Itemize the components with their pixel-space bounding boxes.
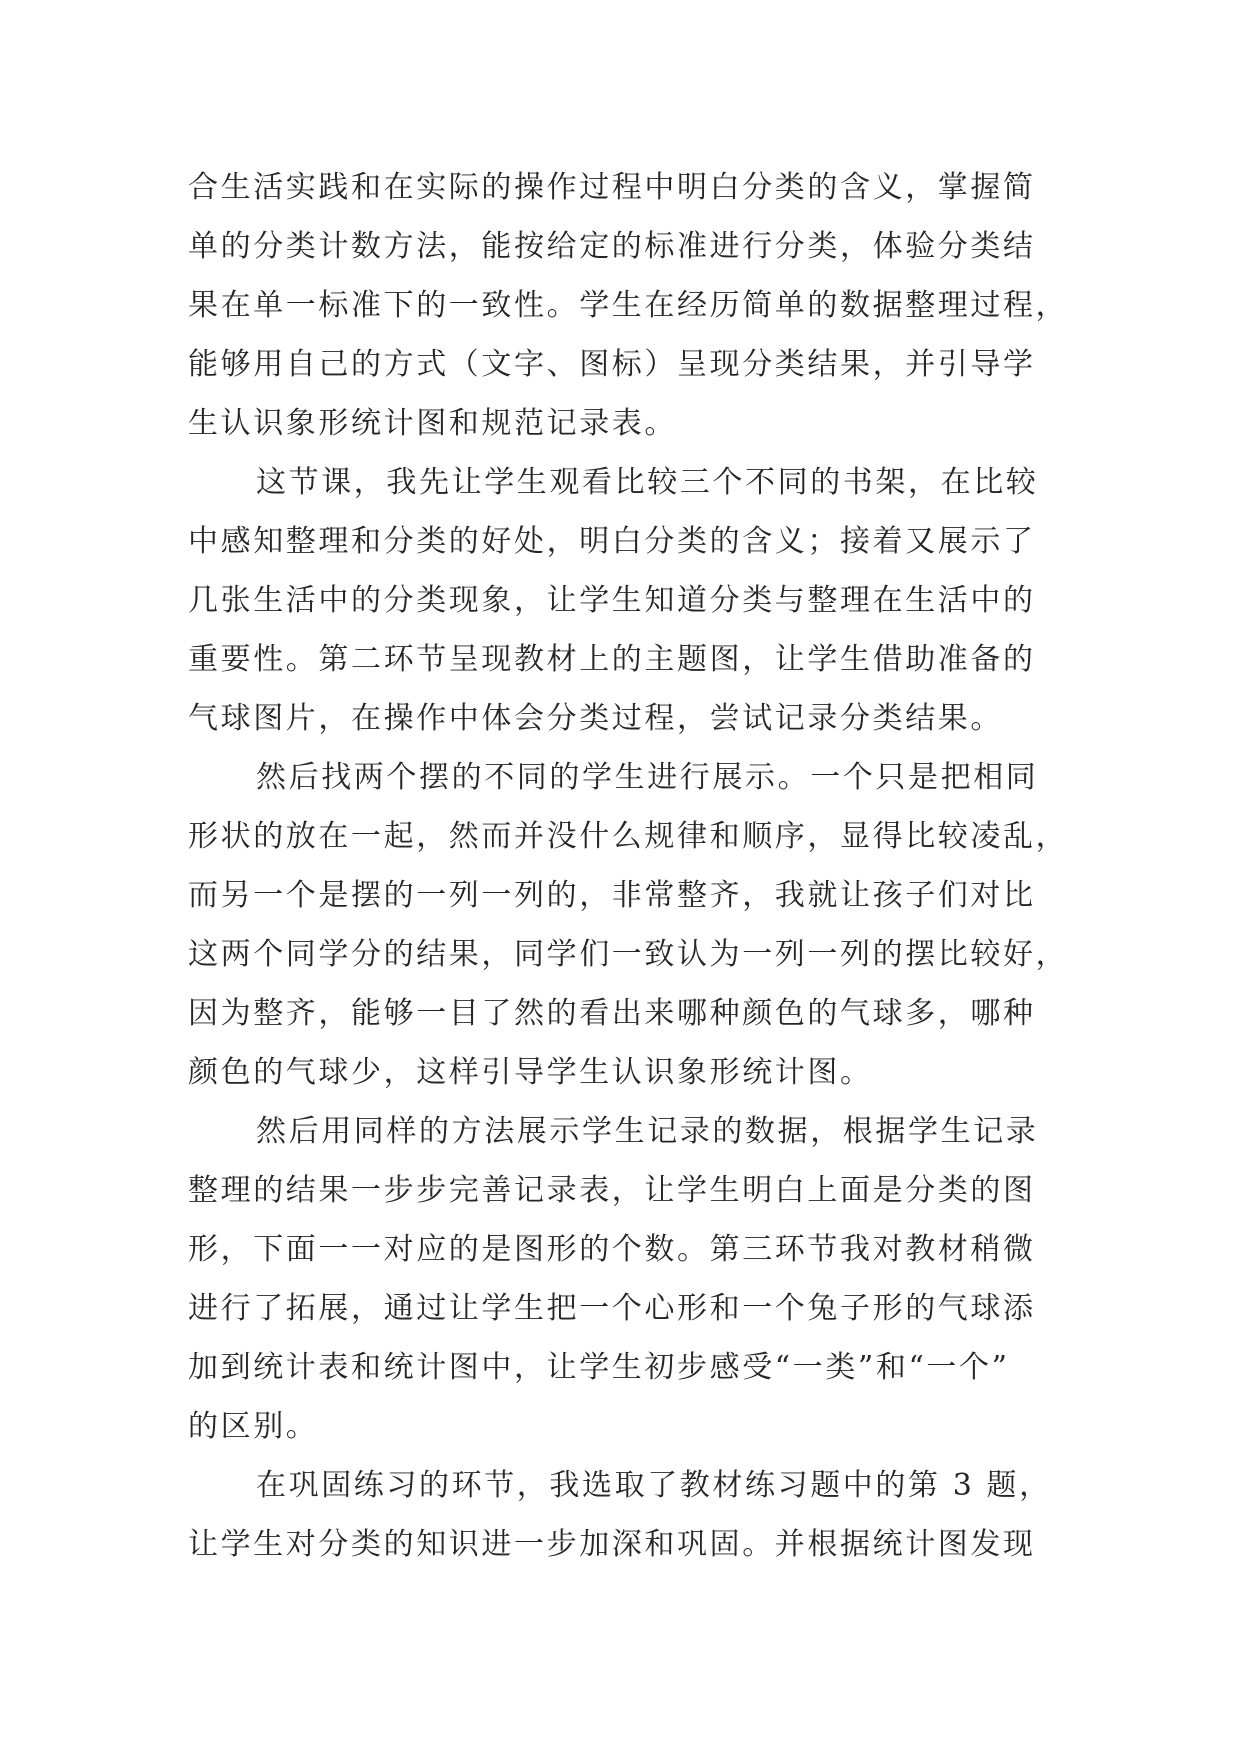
text-line: 单的分类计数方法，能按给定的标准进行分类，体验分类结	[188, 229, 1036, 264]
text-line: 这节课，我先让学生观看比较三个不同的书架，在比较	[256, 465, 1039, 500]
text-line: 这两个同学分的结果，同学们一致认为一列一列的摆比较好，	[188, 937, 1069, 972]
text-line: 然后用同样的方法展示学生记录的数据，根据学生记录	[256, 1114, 1039, 1149]
text-line: 让学生对分类的知识进一步加深和巩固。并根据统计图发现	[188, 1527, 1036, 1562]
text-line: 在巩固练习的环节，我选取了教材练习题中的第 3 题，	[256, 1468, 1052, 1503]
text-line: 中感知整理和分类的好处，明白分类的含义；接着又展示了	[188, 524, 1036, 559]
text-line: 而另一个是摆的一列一列的，非常整齐，我就让孩子们对比	[188, 878, 1036, 913]
text-line: 合生活实践和在实际的操作过程中明白分类的含义，掌握简	[188, 170, 1036, 205]
body-text	[188, 158, 1068, 1574]
text-line: 果在单一标准下的一致性。学生在经历简单的数据整理过程，	[188, 288, 1069, 323]
text-line: 能够用自己的方式（文字、图标）呈现分类结果，并引导学	[188, 347, 1036, 382]
text-line: 生认识象形统计图和规范记录表。	[188, 406, 677, 441]
text-line: 整理的结果一步步完善记录表，让学生明白上面是分类的图	[188, 1173, 1036, 1208]
text-line: 颜色的气球少，这样引导学生认识象形统计图。	[188, 1055, 873, 1090]
text-line: 形，下面一一对应的是图形的个数。第三环节我对教材稍微	[188, 1232, 1036, 1267]
text-line: 因为整齐，能够一目了然的看出来哪种颜色的气球多，哪种	[188, 996, 1036, 1031]
text-line: 进行了拓展，通过让学生把一个心形和一个兔子形的气球添	[188, 1291, 1036, 1326]
text-line: 然后找两个摆的不同的学生进行展示。一个只是把相同	[256, 760, 1039, 795]
text-line: 重要性。第二环节呈现教材上的主题图，让学生借助准备的	[188, 642, 1036, 677]
text-line: 气球图片，在操作中体会分类过程，尝试记录分类结果。	[188, 701, 1003, 736]
text-line: 形状的放在一起，然而并没什么规律和顺序，显得比较凌乱，	[188, 819, 1069, 854]
text-line: 加到统计表和统计图中，让学生初步感受“一类”和“一个”	[188, 1350, 1010, 1385]
text-line: 几张生活中的分类现象，让学生知道分类与整理在生活中的	[188, 583, 1036, 618]
text-line: 的区别。	[188, 1409, 319, 1444]
